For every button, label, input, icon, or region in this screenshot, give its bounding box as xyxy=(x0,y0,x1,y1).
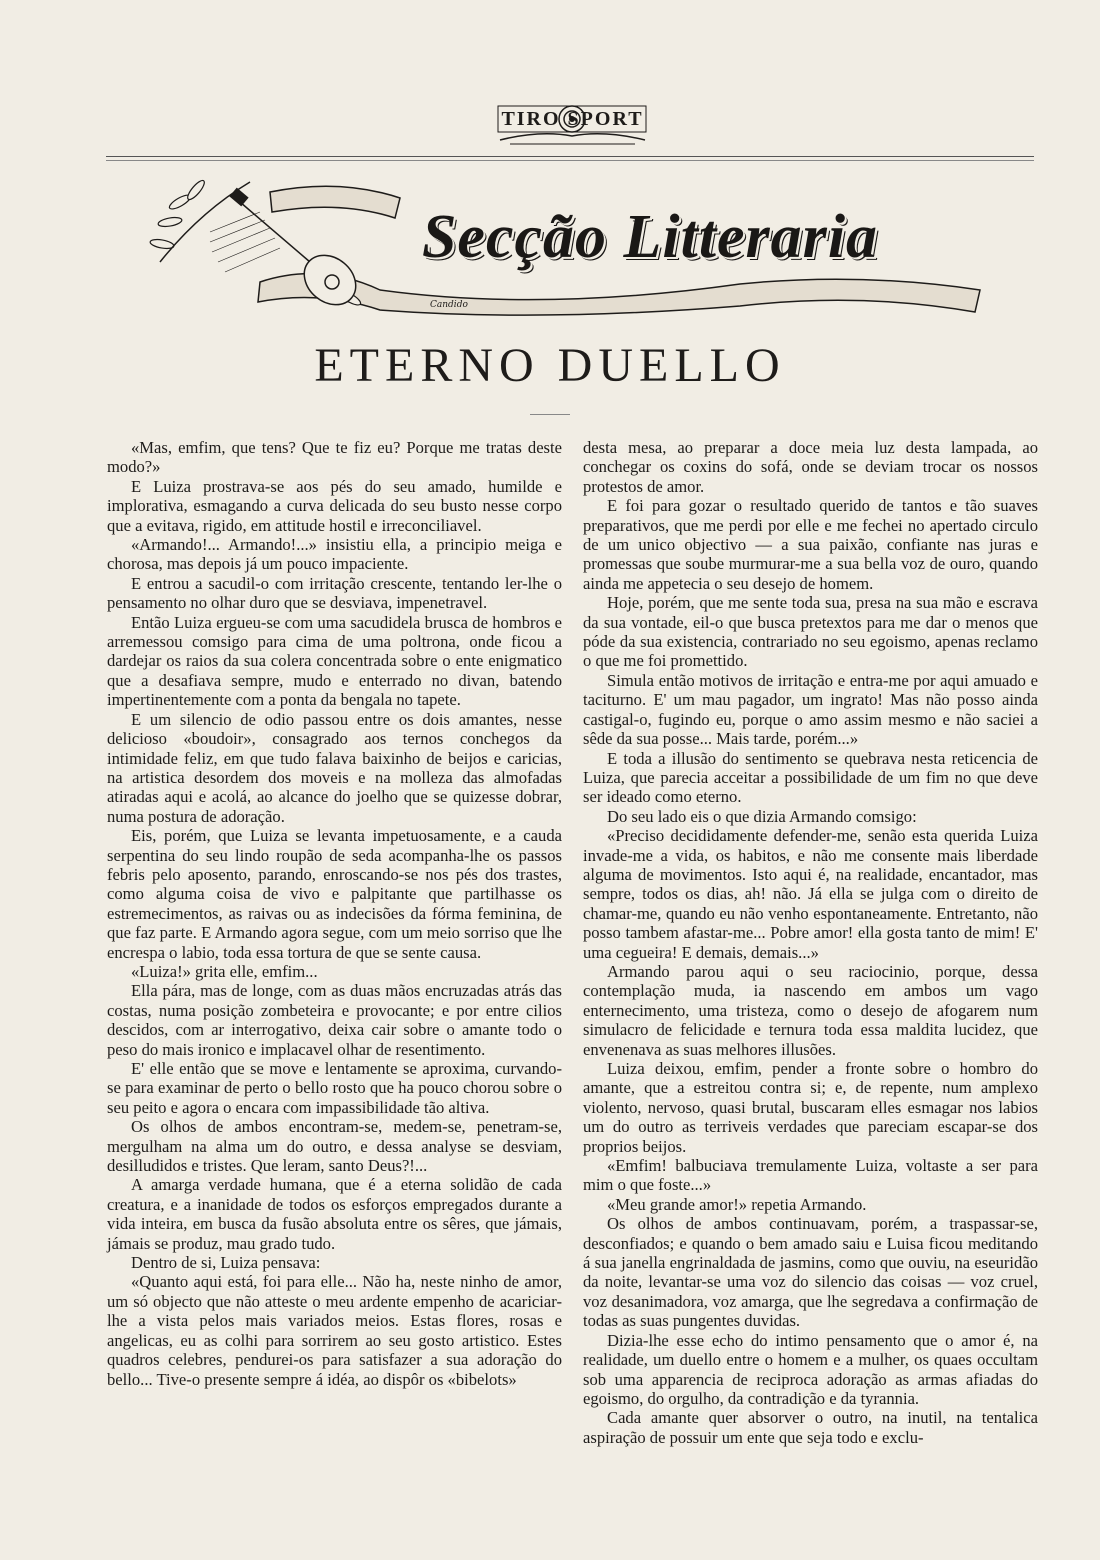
header-rule xyxy=(106,156,1034,157)
section-title: Secção Litteraria xyxy=(421,203,879,271)
article-title: ETERNO DUELLO xyxy=(314,339,786,392)
header-rule-secondary xyxy=(106,160,1034,161)
paragraph: Simula então motivos de irritação e entra-me por aqui amuado e taciturno. E' um mau pagador, um ingrato! Mas não posso ainda castigal-o, fugindo eu, porque o amo assim mesmo e não saciei a sêde da sua posse... Mais tarde, porém...» xyxy=(583,670,1038,749)
paragraph: «Luiza!» grita elle, emfim... xyxy=(131,961,318,981)
paragraph: A amarga verdade humana, que é a eterna solidão de cada creatura, e a inanidade de todos os esforços empregados durante a vida inteira, em busca da fusão absoluta entre os sêres, que jámais, jámais se produz, mau grado tudo. xyxy=(107,1175,562,1253)
left-column xyxy=(107,438,562,1389)
paragraph: Os olhos de ambos continuavam, porém, a traspassar-se, desconfiados; e quando o bem amado saiu e Luisa ficou meditando á sua janella engrinaldada de jasmins, como que ouviu, na eseuridão da noite, levantar-se uma voz do silencio das coisas — voz cruel, voz desanimadora, voz amarga, que lhe segredava a confirmação de todas as suas pungentes duvidas. xyxy=(583,1214,1038,1331)
paragraph: Luiza deixou, emfim, pender a fronte sobre o hombro do amante, que a estreitou contra si; e, de repente, num amplexo violento, nervoso, quasi brutal, buscaram elles esmagar nos labios um do outro as terriveis verdades que pareciam escapar-se dos proprios beijos. xyxy=(583,1059,1038,1156)
paragraph: Dizia-lhe esse echo do intimo pensamento que o amor é, na realidade, um duello entre o homem e a mulher, os quaes occultam sob uma apparencia de reciproca adoração as armas afiadas do egoismo, do orgulho, da contradição e da tyrannia. xyxy=(583,1330,1038,1408)
paragraph: E Luiza prostrava-se aos pés do seu amado, humilde e implorativa, esmagando a curva delicada do seu busto nesse corpo que a evitava, rigido, em attitude hostil e irreconciliavel. xyxy=(107,476,562,535)
paragraph: Ella pára, mas de longe, com as duas mãos encruzadas atrás das costas, numa posição zombeteira e provocante; e por entre cilios descidos, com ar interrogativo, deixa cair sobre o amante todo o peso do mais ironico e implacavel olhar de resentimento. xyxy=(107,981,562,1059)
paragraph: E foi para gozar o resultado querido de tantos e tão suaves preparativos, que me perdi por elle e me fechei no apertado circulo de um unico objectivo — a sua paixão, confiante nas juras e promessas que soube murmurar-me a sua bella voz de ouro, quando ainda me appetecia o seu desejo de homem. xyxy=(583,496,1038,593)
paragraph: Armando parou aqui o seu raciocinio, porque, dessa contemplação muda, ia nascendo em ambos um vago enternecimento, uma tristeza, como o desejo de afogarem num simulacro de felicidade e ternura toda essa maldita lucidez, que envenenava as suas melhores illusões. xyxy=(583,961,1038,1059)
paragraph: «Meu grande amor!» repetia Armando. xyxy=(607,1194,867,1214)
masthead-logo-text: TIRO SPORT xyxy=(501,108,644,130)
paragraph: Então Luiza ergueu-se com uma sacudidela brusca de hombros e arremessou comsigo para cima de uma poltrona, onde ficou a dardejar os raios da sua colera concentrada sobre o ente enigmatico que a desafiava sempre, mudo e enterrado no divan, batendo impertinentemente com a ponta da bengala no tapete. xyxy=(107,612,562,710)
paragraph: «Armando!... Armando!...» insistiu ella, a principio meiga e chorosa, mas depois já um pouco impaciente. xyxy=(107,535,562,574)
paragraph: Hoje, porém, que me sente toda sua, presa na sua mão e escrava da sua vontade, eil-o que busca pretextos para me dar o menos que póde da sua existencia, contrariado no seu egoismo, apenas reclamo o que me foi promettido. xyxy=(583,593,1038,671)
paragraph: Dentro de si, Luiza pensava: xyxy=(131,1253,321,1273)
paragraph: Cada amante quer absorver o outro, na inutil, na tentalica aspiração de possuir um ente que seja todo e exclu- xyxy=(583,1408,1038,1447)
paragraph: «Quanto aqui está, foi para elle... Não ha, neste ninho de amor, um só objecto que não atteste o meu ardente empenho de acariciar-lhe a vista pelos mais variados meios. Estas flores, rosas e angelicas, eu as colhi para sorrirem ao seu gosto artistico. Estes quadros celebres, pendurei-os para satisfazer a sua adoração do bello... Tive-o presente sempre á idéa, ao dispôr os «bibelots» xyxy=(107,1272,562,1389)
paragraph: «Preciso decididamente defender-me, senão esta querida Luiza invade-me a vida, os habitos, e não me consente mais liberdade alguma de movimentos. Isto aqui é, na realidade, encantador, mas sempre, todos os dias, ah! não. Já ella se julga com o direito de chamar-me, quando eu não venho espontaneamente. Entretanto, não posso tambem afastar-me... Pobre amor! ella gosta tanto de mim! E' uma cegueira! E demais, demais...» xyxy=(583,826,1038,962)
paragraph: E um silencio de odio passou entre os dois amantes, nesse delicioso «boudoir», consagrado aos ternos conchegos da intimidade feliz, em que tudo falava baixinho de beijos e caricias, na artistica desordem dos moveis e na molleza das almofadas atiradas aqui e acolá, ao alcance do joelho que se quizesse dobrar, numa postura de adoração. xyxy=(107,709,562,826)
paragraph: E' elle então que se move e lentamente se aproxima, curvando-se para examinar de perto o bello rosto que ha pouco chorou sobre o seu peito e agora o encara com impassibilidade tão altiva. xyxy=(107,1059,562,1117)
paragraph: Do seu lado eis o que dizia Armando comsigo: xyxy=(607,806,917,826)
paragraph: «Mas, emfim, que tens? Que te fiz eu? Porque me tratas deste modo?» xyxy=(107,438,562,477)
artist-signature: Candido xyxy=(430,300,468,310)
paragraph-continuation: desta mesa, ao preparar a doce meia luz desta lampada, ao conchegar os coxins do sofá, onde se deviam trocar os nossos protestos de amor. xyxy=(583,438,1038,496)
paragraph: Eis, porém, que Luiza se levanta impetuosamente, e a cauda serpentina do seu lindo roupão de seda acompanha-lhe os passos febris pelo aposento, parando, enroscando-se nos pés dos trastes, como alguma coisa de vivo e palpitante que partilhasse os estremecimentos, as raivas ou as indecisões da fórma feminina, de que faz parte. E Armando agora segue, com um meio sorriso que lhe encrespa o labio, toda essa tortura de que se sente causa. xyxy=(107,826,562,962)
masthead-logo xyxy=(480,100,665,148)
paragraph: Os olhos de ambos encontram-se, medem-se, penetram-se, mergulham na alma um do outro, e dessa analyse se desviam, desilludidos e tristes. Que leram, santo Deus?!... xyxy=(107,1117,562,1176)
section-banner xyxy=(140,172,1000,322)
title-divider xyxy=(530,414,570,415)
right-column xyxy=(583,438,1038,1447)
paragraph: «Emfim! balbuciava tremulamente Luiza, voltaste a ser para mim o que foste...» xyxy=(583,1156,1038,1195)
paragraph: E toda a illusão do sentimento se quebrava nesta reticencia de Luiza, que parecia acceitar a possibilidade de um fim no que deve ser ideado como eterno. xyxy=(583,748,1038,807)
paragraph: E entrou a sacudil-o com irritação crescente, tentando ler-lhe o pensamento no olhar duro que se desviava, impenetravel. xyxy=(107,573,562,613)
masthead xyxy=(0,100,1100,150)
